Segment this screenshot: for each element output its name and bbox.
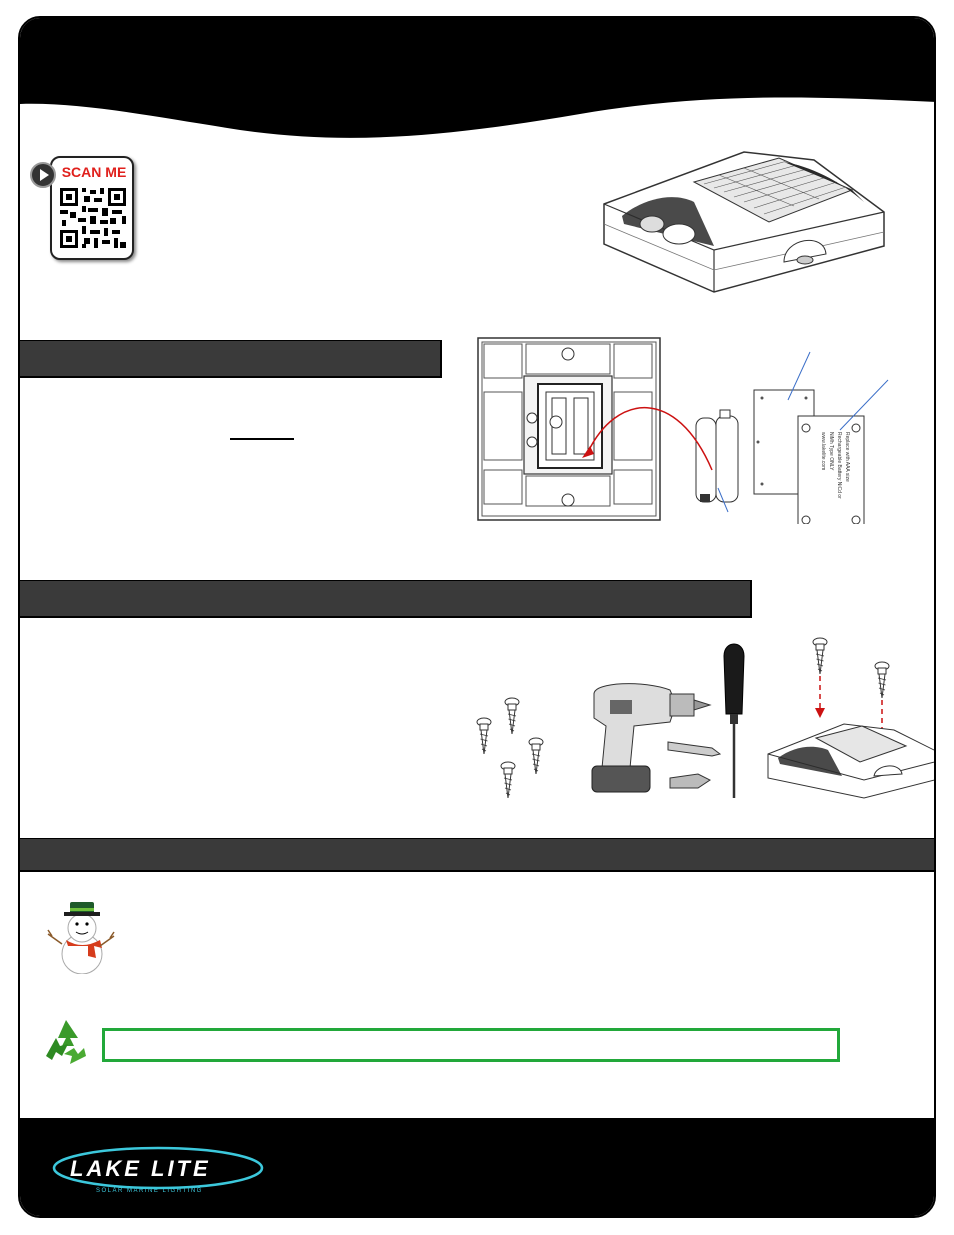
- section-bar-1: [20, 340, 442, 378]
- lake-lite-logo: [50, 1142, 280, 1198]
- emphasis-underline: [230, 438, 294, 440]
- recycle-notice-box: [102, 1028, 840, 1062]
- logo-text: LAKE LITE: [70, 1156, 211, 1181]
- battery-label-line3: NiMh Type ONLY: [828, 432, 834, 471]
- mounting-tools-diagram: [444, 630, 934, 810]
- recycle-icon: [40, 1016, 92, 1068]
- footer-band: [20, 1118, 934, 1216]
- qr-code-icon: [56, 186, 132, 252]
- scan-me-label: SCAN ME: [61, 164, 127, 180]
- battery-replacement-diagram: [476, 334, 896, 524]
- screwdriver-icon: [724, 644, 744, 798]
- qr-scan-block[interactable]: [30, 156, 134, 262]
- snowman-icon: [40, 894, 120, 974]
- qr-frame: [50, 156, 134, 260]
- section-bar-3: [20, 838, 936, 872]
- section-bar-2: [20, 580, 752, 618]
- dock-light-illustration: [594, 142, 894, 312]
- battery-label-line2: Rechargeable Battery NiCd or: [836, 432, 842, 499]
- battery-label-line4: www.lakelite.com: [820, 432, 826, 471]
- play-arrow-icon[interactable]: [30, 162, 56, 188]
- logo-tagline: SOLAR MARINE LIGHTING: [96, 1188, 203, 1194]
- header-band: [20, 18, 936, 158]
- page-frame: [18, 16, 936, 1218]
- battery-label-line1: Replace with AAA size: [844, 432, 850, 482]
